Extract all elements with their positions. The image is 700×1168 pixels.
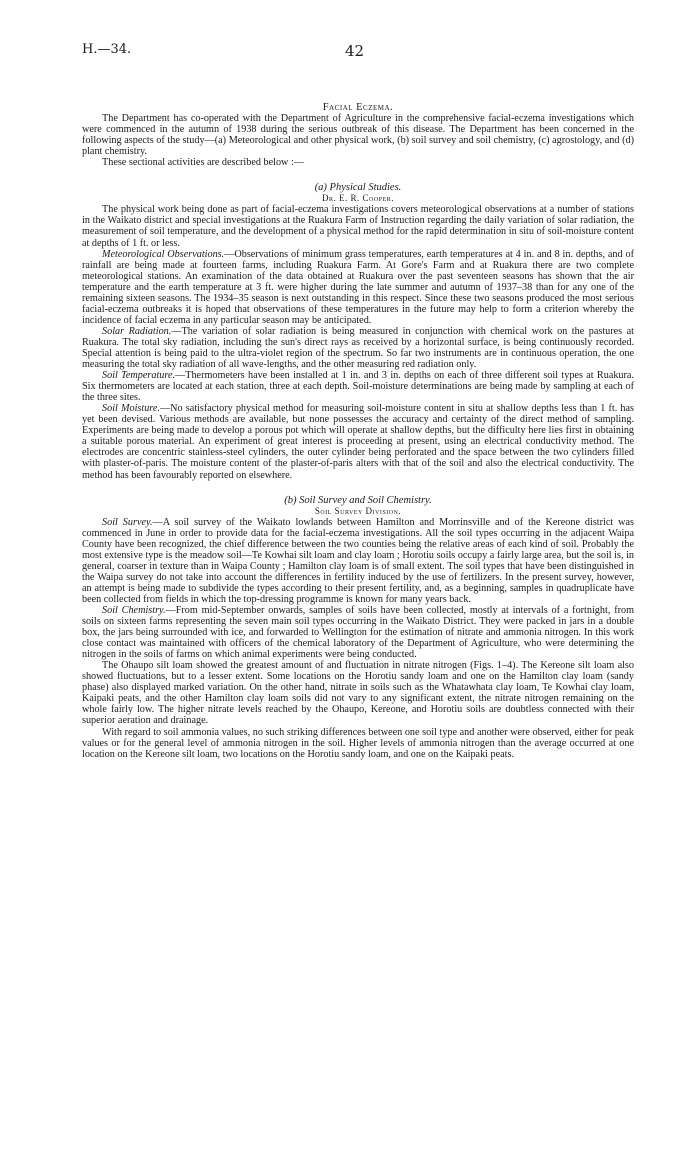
meteorological-paragraph [82,249,634,326]
ammonia-paragraph: With regard to soil ammonia values, no such striking differences between one soil type and another were observed, either for peak values or for the general level of ammonia nitrogen in the soil. Higher levels of ammonia nitrogen than the average occurred at one location on the Kereone silt loam, two locations on the Horotiu sandy loam, and one on the Kaipaki peats. [82,726,634,760]
paragraph-text: —No satisfactory physical method for measuring soil-moisture content in situ at shallow depths less than 1 ft. has yet been devised. Various methods are available, but none possesses the accuracy and certainty of the direct method of sampling. Experiments are being made to develop a porous pot which will operate at shallow depths, but the difficulty here lies first in obtaining a suitable porous material. An experiment of great interest is proceeding at present, using an electrical conductivity method. The electrodes are concentric stainless-steel cylinders, the outer cylinder being perforated and the space between the two cylinders filled with plaster-of-paris. The moisture content of the plaster-of-paris alters with that of the soil and also the electrical conductivity. The method has been favourably reported on elsewhere. [82,403,635,481]
document-body [82,102,634,760]
paragraph-lead: Soil Survey. [102,516,153,528]
paragraph-lead: Soil Chemistry. [102,605,166,617]
paragraph-text: —From mid-September onwards, samples of soils have been collected, mostly at intervals of a fortnight, from soils on sixteen farms representing the seven main soil types occurring in the Waikato District. They were packed in jars in a double box, the jars being surrounded with ice, and forwarded to Wellington for the estimation of nitrate and ammonia nitrogen. In this work close contact was maintained with officers of the chemical laboratory of the Department of Agriculture, who were determining the nitrogen in the soils of farms on which animal experiments were being conducted. [82,605,635,661]
paragraph-lead: Meteorological Observations. [102,248,225,260]
paragraph-lead: Solar Radiation. [102,325,172,337]
soil-survey-paragraph [82,517,634,605]
solar-radiation-paragraph [82,326,634,370]
paragraph-lead: Soil Temperature. [102,370,176,382]
paragraph-text: —A soil survey of the Waikato lowlands between Hamilton and Morrinsville and of the Kereone district was commenced in June in order to provide data for the facial-eczema investigations. All the soil types occurring in the adjacent Waipa County have been recognized, the chief difference between the two counties being the relative areas of each kind of soil. Probably the most extensive type is the meadow soil—Te Kowhai silt loam and clay loam ; Horotiu soils occupy a fairly large area, but the soil is, in general, coarser in texture than in Waipa County ; Hamilton clay loam is of small extent. The soil types that have been distinguished in the Waipa survey do not take into account the differences in fertility induced by the use of fertilizers. In the present survey, however, an attempt is being made to subdivide the types according to their present fertility, and, as a beginning, samples in quadruplicate have been collected from fields in which the top-dressing programme is known for many years back. [82,516,634,605]
soil-chemistry-paragraph [82,605,634,660]
page-title: Facial Eczema. [322,102,394,113]
nitrate-paragraph: The Ohaupo silt loam showed the greatest amount of and fluctuation in nitrate nitrogen (Figs. 1–4). The Kereone silt loam also showed fluctuations, but to a lesser extent. Some locations on the Horotiu sandy loam and one on the Hamilton clay loam (sandy phase) also displayed marked variation. On the other hand, nitrate in soils such as the Whatawhata clay loam, Te Kowhai clay loam, Kaipaki peats, and the other Hamilton clay loam soils did not vary to any significant extent, the nitrate nitrogen remaining on the whole fairly low. The higher nitrate levels reached by the Ohaupo, Kereone, and Horotiu soils are doubtless connected with their superior aeration and drainage. [82,660,634,727]
section-b-heading: (b) Soil Survey and Soil Chemistry. [284,494,432,506]
report-reference: H.—34. [82,42,132,57]
section-b-division: Soil Survey Division. [314,505,402,516]
section-a-intro: The physical work being done as part of facial-eczema investigations covers meteorological observations at a number of stations in the Waikato district and special investigations at the Ruakura Farm of Instruction regarding the daily variation of solar radiation, the measurement of soil temperature, and the development of a physical method for the rapid determination in situ of soil-moisture content at depths of 1 ft. or less. [82,204,634,249]
section-a-heading: (a) Physical Studies. [314,182,402,194]
section-a-author: Dr. E. R. Cooper. [322,193,394,204]
paragraph-text: —The variation of solar radiation is being measured in conjunction with chemical work on the pastures at Ruakura. The total sky radiation, including the sun's direct rays as received by a horizontal surface, is being continuously recorded. Special attention is being paid to the ultra-violet region of the spectrum. So far two instruments are in continuous operation, the one measuring the total sky radiation of all wave-lengths, and the other measuring red radiation only. [82,325,634,371]
page-number: 42 [345,42,365,60]
paragraph-lead: Soil Moisture. [102,403,160,415]
intro-paragraph: The Department has co-operated with the Department of Agriculture in the comprehensive facial-eczema investigations which were commenced in the autumn of 1938 during the serious outbreak of this disease. The Department has been concerned in the following aspects of the study—(a) Meteorological and other physical work, (b) soil survey and soil chemistry, (c) agrostology, and (d) plant chemistry. [82,113,634,158]
soil-temperature-paragraph [82,370,634,403]
soil-moisture-paragraph [82,403,634,480]
paragraph-text: —Thermometers have been installed at 1 in. and 3 in. depths on each of three different soil types at Ruakura. Six thermometers are located at each station, three at each depth. Soil-moisture determinations are being made by sampling at each of the three sites. [82,370,634,404]
paragraph-text: —Observations of minimum grass temperatures, earth temperatures at 4 in. and 8 in. depths, and of rainfall are being made at fourteen farms, including Ruakura Farm. At Gore's Farm and at Ruakura there are two complete meteorological stations. An examination of the data obtained at Ruakura over the past seventeen seasons has shown that the air temperature and the earth temperature at 3 ft. were higher during the late summer and autumn of 1937–38 than for any one of the remaining sixteen seasons. The 1934–35 season is next outstanding in this respect. Since these two seasons produced the most serious facial-eczema outbreaks it is hoped that observations of these temperatures in the future may help to form a criterion whereby the incidence of facial eczema in any particular season may be anticipated. [82,248,634,326]
intro-paragraph: These sectional activities are described below :— [102,157,304,169]
